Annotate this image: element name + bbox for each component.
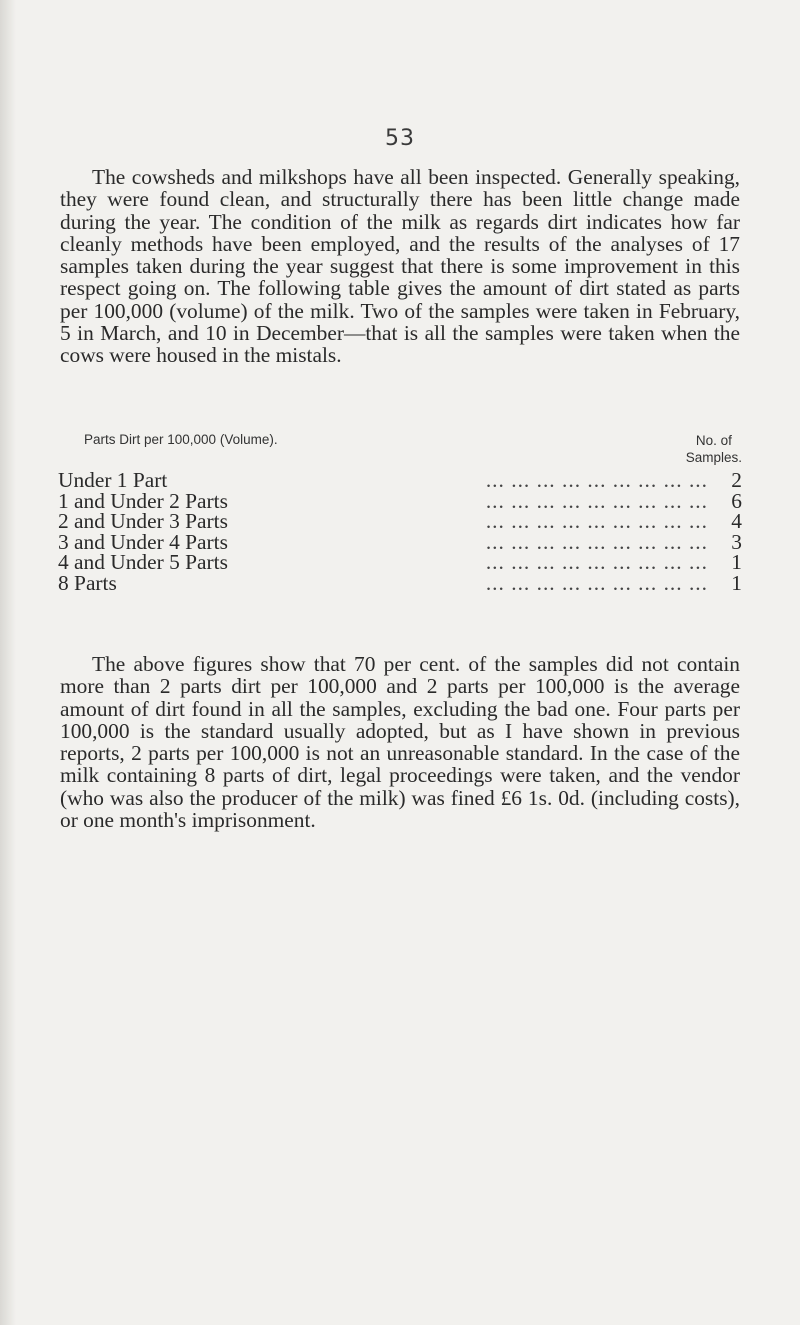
row-count: 6: [731, 488, 742, 513]
page-number: 53: [385, 126, 415, 151]
row-label: Under 1 Part: [58, 468, 168, 492]
intro-paragraph: The cowsheds and milkshops have all been inspected. Generally speaking, they were found clean, and structurally there has been little change made during the year. The condition of the milk as regards dirt indicates how far cleanly methods have been employed, and the results of the analyses of 17 samples taken during the year suggest that there is some improvement in this respect going on. The following table gives the amount of dirt stated as parts per 100,000 (volume) of the milk. Two of the samples were taken in February, 5 in March, and 10 in December—that is all the samples were taken when the cows were housed in the mistals.: [60, 165, 740, 368]
row-label: 4 and Under 5 Parts: [58, 550, 228, 574]
page-binding-shadow: [0, 0, 16, 1325]
header-no-samples: [686, 432, 742, 466]
leader-dots: ... ... ... ... ... ... ... ... ...: [485, 470, 708, 491]
dirt-samples-table: [58, 432, 742, 593]
leader-dots: ... ... ... ... ... ... ... ... ...: [485, 511, 708, 532]
row-count: 3: [731, 529, 742, 554]
row-count: 1: [731, 550, 742, 574]
row-label: 2 and Under 3 Parts: [58, 509, 228, 533]
table-row: [58, 488, 742, 513]
table-row: [58, 552, 742, 573]
table-header: [58, 432, 742, 470]
leader-dots: ... ... ... ... ... ... ... ... ...: [485, 572, 708, 593]
row-count: 2: [731, 468, 742, 492]
row-count: 4: [731, 509, 742, 533]
row-label: 3 and Under 4 Parts: [58, 529, 228, 554]
table-row: [58, 570, 742, 595]
header-no-of: No. of: [695, 433, 732, 448]
table-row: [58, 470, 742, 491]
row-label: 8 Parts: [58, 570, 117, 595]
leader-dots: ... ... ... ... ... ... ... ... ...: [485, 490, 708, 511]
row-label: 1 and Under 2 Parts: [58, 488, 228, 513]
table-row: [58, 529, 742, 554]
header-samples: Samples.: [685, 450, 742, 465]
conclusion-paragraph: The above figures show that 70 per cent. of the samples did not contain more than 2 parts dirt per 100,000 and 2 parts per 100,000 is the average amount of dirt found in all the samples, excluding the bad one. Four parts per 100,000 is the standard usually adopted, but as I have shown in previous reports, 2 parts per 100,000 is not an unreasonable standard. In the case of the milk containing 8 parts of dirt, legal proceedings were taken, and the vendor (who was also the producer of the milk) was fined £6 1s. 0d. (including costs), or one month's imprisonment.: [60, 652, 740, 833]
leader-dots: ... ... ... ... ... ... ... ... ...: [485, 531, 708, 552]
leader-dots: ... ... ... ... ... ... ... ... ...: [485, 552, 708, 573]
row-count: 1: [731, 570, 742, 595]
table-row: [58, 511, 742, 532]
header-parts-dirt: Parts Dirt per 100,000 (Volume).: [84, 432, 278, 447]
